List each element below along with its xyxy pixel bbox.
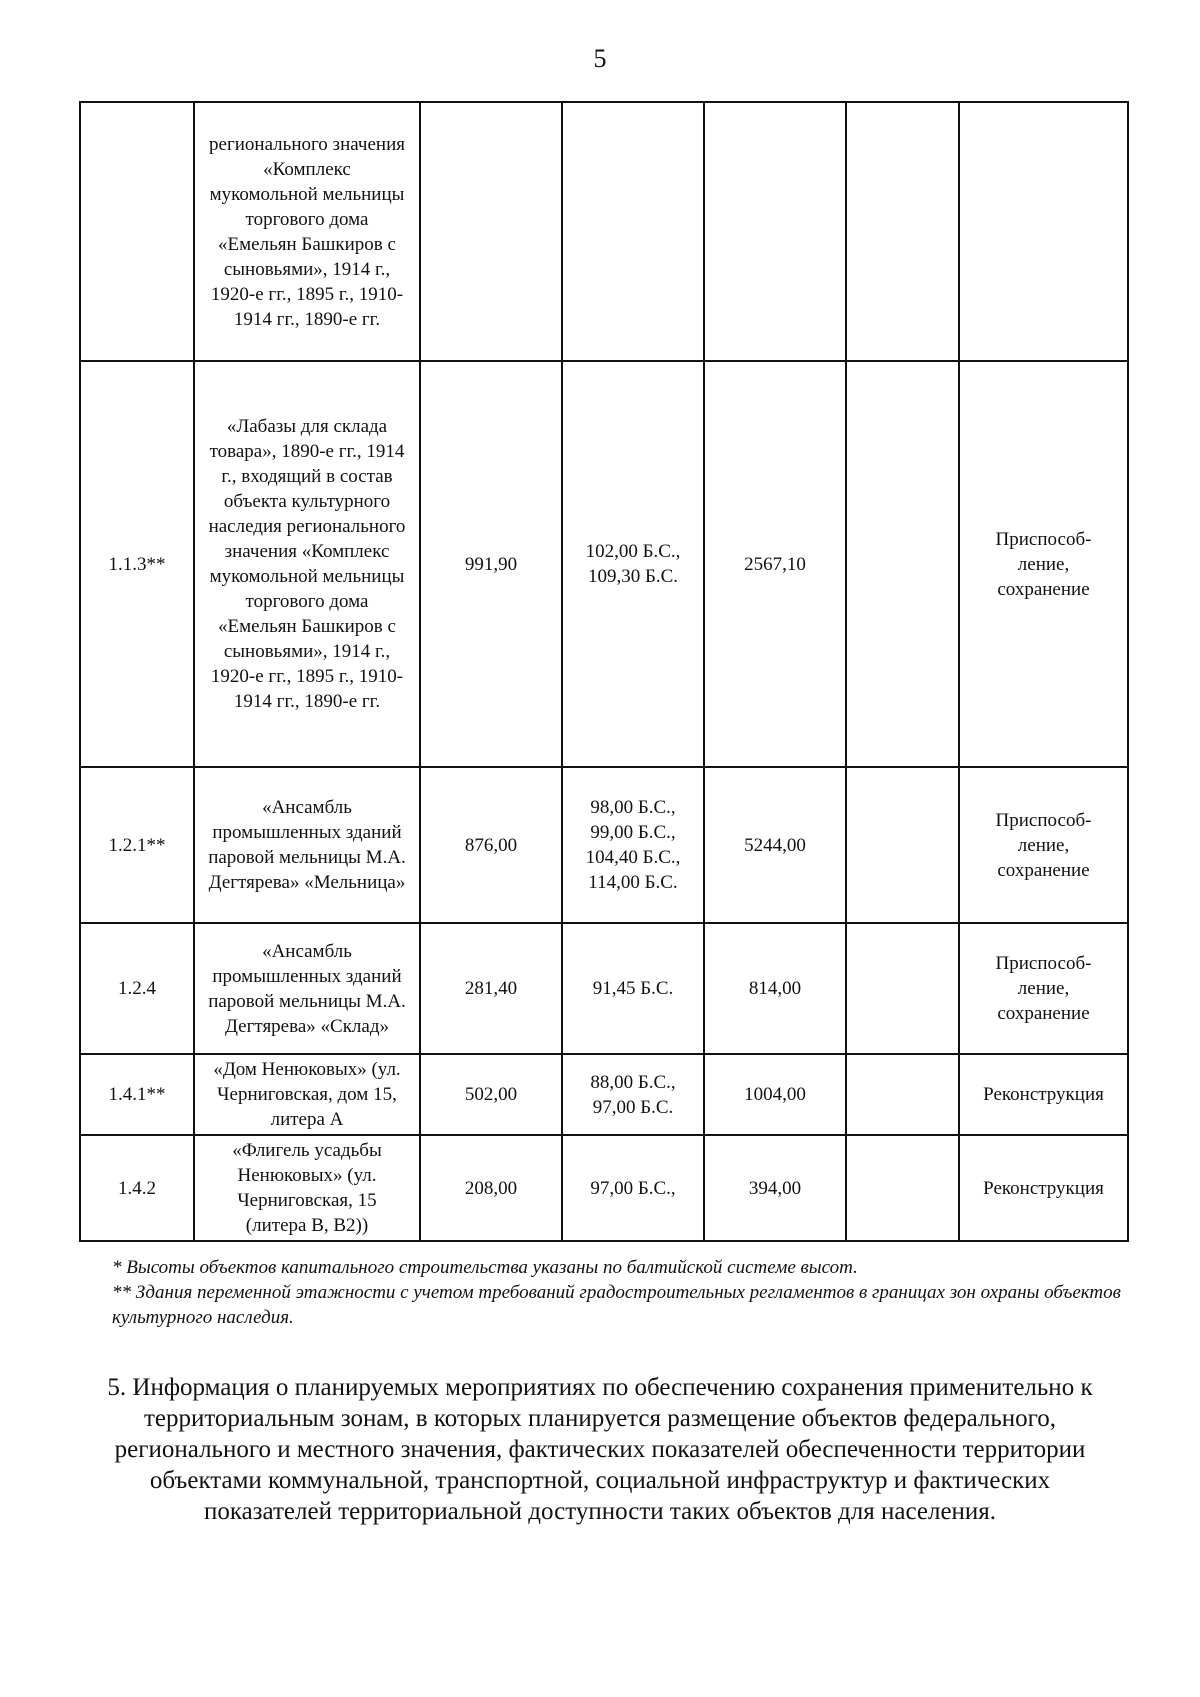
footnotes xyxy=(112,1255,1122,1330)
action-line: ление, xyxy=(1017,834,1070,856)
cell-area: 502,00 xyxy=(420,1054,562,1135)
cell-object-name: «Флигель усадьбы Ненюковых» (ул. Черниговская, 15 (литера В, В2)) xyxy=(194,1135,420,1241)
cell-object-name: «Ансамбль промышленных зданий паровой мельницы М.А. Дегтярева» «Мельница» xyxy=(194,767,420,923)
height-value: 104,40 Б.С., xyxy=(585,847,681,868)
cell-action xyxy=(959,923,1128,1054)
cell-col6 xyxy=(846,767,959,923)
cell-heights xyxy=(562,923,704,1054)
height-value: 98,00 Б.С., xyxy=(590,797,676,818)
footnote-variable-storeys: ** Здания переменной этажности с учетом требований градостроительных регламентов в границах зон охраны объектов культурного наследия. xyxy=(112,1282,1121,1328)
cell-col6 xyxy=(846,1135,959,1241)
cell-heights xyxy=(562,767,704,923)
cell-total: 2567,10 xyxy=(704,361,846,767)
height-value: 99,00 Б.С., xyxy=(590,822,676,843)
action-line: сохранение xyxy=(997,1003,1090,1024)
cell-col6 xyxy=(846,1054,959,1135)
action-line: Приспособ- xyxy=(995,809,1092,831)
cell-object-name: «Лабазы для склада товара», 1890-е гг., 1914 г., входящий в состав объекта культурного наследия регионального значения «Комплекс мукомольной мельницы торгового дома «Емельян Башкиров с сыновьями», 1914 г., 1920-е гг., 1895 г., 1910-1914 гг., 1890-е гг. xyxy=(194,361,420,767)
cell-area: 281,40 xyxy=(420,923,562,1054)
action-line: сохранение xyxy=(997,859,1090,881)
cell-action xyxy=(959,1054,1128,1135)
page-number: 5 xyxy=(593,44,607,73)
cell-total: 394,00 xyxy=(704,1135,846,1241)
cell-action xyxy=(959,361,1128,767)
cell-total: 814,00 xyxy=(704,923,846,1054)
table-row xyxy=(80,1054,1128,1135)
cell-col6 xyxy=(846,102,959,361)
section-heading: 5. Информация о планируемых мероприятиях по обеспечению сохранения применительно к территориальным зонам, в которых планируется размещение объектов федерального, регионального и местного значения, фактических показателей обеспеченности территории объектами коммунальной, транспортной, социальной инфраструктур и фактических показателей территориальной доступности таких объектов для населения. xyxy=(107,1374,1093,1525)
cell-number: 1.2.1** xyxy=(80,767,194,923)
action-line: ление, xyxy=(1017,553,1070,575)
height-value: 88,00 Б.С., xyxy=(590,1071,676,1093)
cell-number: 1.4.1** xyxy=(80,1054,194,1135)
cell-heights xyxy=(562,102,704,361)
cell-action xyxy=(959,767,1128,923)
cell-total: 1004,00 xyxy=(704,1054,846,1135)
cell-object-name: «Ансамбль промышленных зданий паровой мельницы М.А. Дегтярева» «Склад» xyxy=(194,923,420,1054)
action-line: ление, xyxy=(1017,978,1070,999)
table-row xyxy=(80,767,1128,923)
table-row xyxy=(80,102,1128,361)
cell-col6 xyxy=(846,923,959,1054)
cell-total: 5244,00 xyxy=(704,767,846,923)
action-line: Реконструкция xyxy=(983,1084,1104,1105)
height-value: 102,00 Б.С., xyxy=(585,541,681,562)
cell-action xyxy=(959,102,1128,361)
cell-number: 1.1.3** xyxy=(80,361,194,767)
cell-number: 1.2.4 xyxy=(80,923,194,1054)
table-row xyxy=(80,361,1128,767)
table-row xyxy=(80,923,1128,1054)
cell-object-name: регионального значения «Комплекс мукомольной мельницы торгового дома «Емельян Башкиров с сыновьями», 1914 г., 1920-е гг., 1895 г., 1910-1914 гг., 1890-е гг. xyxy=(194,102,420,361)
cell-heights xyxy=(562,1054,704,1135)
action-line: сохранение xyxy=(997,578,1090,600)
cell-area: 208,00 xyxy=(420,1135,562,1241)
height-value: 114,00 Б.С. xyxy=(588,872,678,893)
cell-total xyxy=(704,102,846,361)
cell-heights xyxy=(562,361,704,767)
height-value: 109,30 Б.С. xyxy=(587,566,679,587)
cell-area: 991,90 xyxy=(420,361,562,767)
cell-object-name: «Дом Ненюковых» (ул. Черниговская, дом 15, литера А xyxy=(194,1054,420,1135)
cell-col6 xyxy=(846,361,959,767)
cell-action xyxy=(959,1135,1128,1241)
table-row xyxy=(80,1135,1128,1241)
action-line: Приспособ- xyxy=(995,528,1092,550)
cell-number xyxy=(80,102,194,361)
action-line: Реконструкция xyxy=(983,1177,1104,1199)
cell-number: 1.4.2 xyxy=(80,1135,194,1241)
height-value: 91,45 Б.С. xyxy=(592,978,674,999)
cell-area: 876,00 xyxy=(420,767,562,923)
action-line: Приспособ- xyxy=(995,953,1092,974)
cell-area xyxy=(420,102,562,361)
footnote-heights: * Высоты объектов капитального строительства указаны по балтийской системе высот. xyxy=(112,1257,858,1278)
height-value: 97,00 Б.С. xyxy=(592,1096,674,1118)
objects-table xyxy=(79,101,1129,1242)
height-value: 97,00 Б.С., xyxy=(590,1177,676,1199)
cell-heights xyxy=(562,1135,704,1241)
